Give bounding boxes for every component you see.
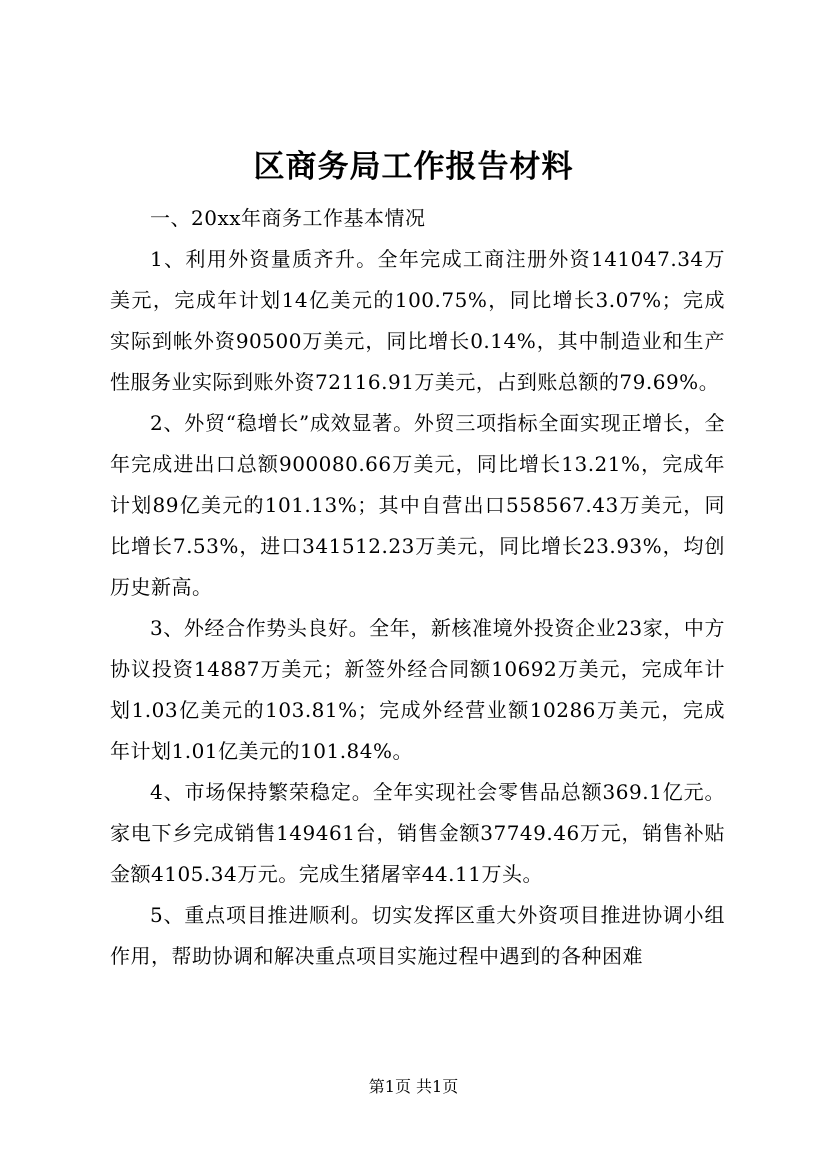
- paragraph-market-stability: 4、市场保持繁荣稳定。全年实现社会零售品总额369.1亿元。家电下乡完成销售149461台，销售金额37749.46万元，销售补贴金额4105.34万元。完成生猪屠宰44.11万头。: [110, 780, 725, 886]
- paragraph-overseas-cooperation: 3、外经合作势头良好。全年，新核准境外投资企业23家，中方协议投资14887万美元；新签外经合同额10692万美元，完成年计划1.03亿美元的103.81%；完成外经营业额10286万美元，完成年计划1.01亿美元的101.84%。: [110, 616, 725, 763]
- paragraph-key-projects: 5、重点项目推进顺利。切实发挥区重大外资项目推进协调小组作用，帮助协调和解决重点项目实施过程中遇到的各种困难: [110, 903, 725, 968]
- document-title: 区商务局工作报告材料: [253, 149, 574, 185]
- paragraph-foreign-trade: 2、外贸“稳增长”成效显著。外贸三项指标全面实现正增长，全年完成进出口总额900080.66万美元，同比增长13.21%，完成年计划89亿美元的101.13%；其中自营出口558567.43万美元，同比增长7.53%，进口341512.23万美元，同比增长23.93%，均创历史新高。: [110, 411, 725, 599]
- paragraph-foreign-investment: 1、利用外资量质齐升。全年完成工商注册外资141047.34万美元，完成年计划14亿美元的100.75%，同比增长3.07%；完成实际到帐外资90500万美元，同比增长0.14%，其中制造业和生产性服务业实际到账外资72116.91万美元，占到账总额的79.69%。: [110, 247, 725, 394]
- document-body: [110, 198, 725, 977]
- section-heading: 一、20xx年商务工作基本情况: [150, 206, 426, 230]
- page-number-footer: 第1页 共1页: [368, 1077, 459, 1096]
